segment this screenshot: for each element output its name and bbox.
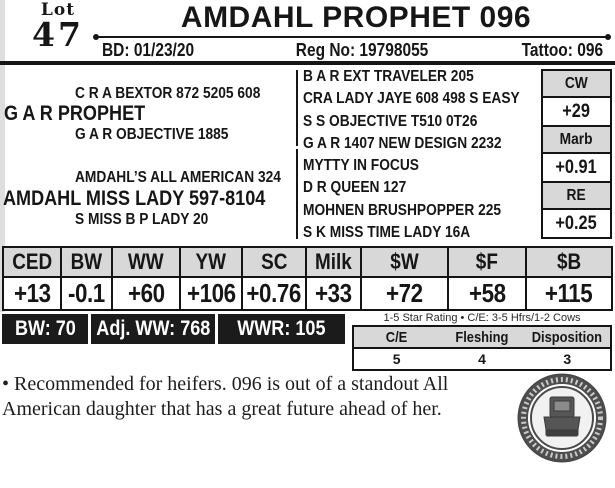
- carcass-value: +29: [543, 98, 610, 125]
- rating-header: Disposition: [532, 328, 603, 346]
- pedigree-ancestor: B A R EXT TRAVELER 205: [303, 68, 474, 85]
- epd-header: YW: [181, 248, 241, 276]
- pedigree-ancestor: G A R 1407 NEW DESIGN 2232: [303, 134, 502, 152]
- epd-value: -0.1: [62, 278, 111, 309]
- pedigree-dam-dam: S MISS B P LADY 20: [75, 211, 209, 228]
- rating-header: C/E: [385, 328, 408, 346]
- pedigree-sire-dam: G A R OBJECTIVE 1885: [75, 126, 229, 143]
- carcass-header: CW: [543, 71, 610, 96]
- pedigree-ancestor: MOHNEN BRUSHPOPPER 225: [303, 201, 502, 219]
- pedigree-ancestor: S S OBJECTIVE T510 0T26: [303, 112, 478, 130]
- rating-value: 5: [392, 351, 401, 367]
- registration-number: Reg No: 19798055: [295, 40, 429, 60]
- star-rating-value-row: [354, 349, 610, 369]
- carcass-header: RE: [543, 183, 610, 208]
- pedigree-ancestor: D R QUEEN 127: [303, 179, 407, 197]
- animal-id-row: [102, 40, 610, 61]
- pedigree-dam: AMDAHL MISS LADY 597-8104: [3, 187, 266, 210]
- pedigree-sire-sire: C R A BEXTOR 872 5205 608: [75, 85, 261, 102]
- rating-header: Fleshing: [455, 328, 509, 346]
- epd-table: [2, 246, 613, 311]
- epd-value: +0.76: [243, 278, 305, 309]
- dotted-rule: [96, 36, 608, 38]
- birth-weight-bar: BW: 70: [2, 314, 88, 344]
- carcass-header: Marb: [543, 127, 610, 152]
- tattoo-number: Tattoo: 096: [521, 40, 604, 60]
- pedigree-divider-top: [296, 70, 298, 146]
- epd-value: +58: [449, 278, 525, 309]
- epd-value: +13: [4, 278, 60, 309]
- epd-value: +60: [113, 278, 179, 309]
- adjusted-weaning-weight-bar: Adj. WW: 768: [91, 314, 215, 344]
- star-rating-table: [352, 325, 612, 371]
- carcass-epd-table: [541, 69, 612, 239]
- epd-header: CED: [4, 248, 60, 276]
- pedigree-divider-bottom: [296, 149, 298, 239]
- pedigree-gen3-list: [303, 68, 543, 242]
- epd-header: SC: [243, 248, 305, 276]
- lot-badge: [16, 0, 100, 54]
- lot-note: • Recommended for heifers. 096 is out of a standout All American daughter that has a great future ahead of her.: [2, 373, 449, 420]
- weaning-weight-ratio-bar: WWR: 105: [218, 314, 345, 344]
- birth-date: BD: 01/23/20: [102, 40, 195, 60]
- epd-header: $B: [527, 248, 611, 276]
- epd-value: +33: [307, 278, 360, 309]
- epd-value: +72: [362, 278, 447, 309]
- pedigree-ancestor: S K MISS TIME LADY 16A: [303, 223, 471, 241]
- double-rule: [0, 61, 615, 65]
- cattle-association-seal-icon: [516, 372, 608, 464]
- epd-header: $W: [362, 248, 447, 276]
- rating-value: 4: [478, 351, 486, 367]
- star-rating-header-row: [354, 327, 610, 349]
- epd-value: +106: [181, 278, 241, 309]
- pedigree-dam-sire: AMDAHL’S ALL AMERICAN 324: [75, 169, 281, 186]
- carcass-value: +0.91: [543, 154, 610, 181]
- epd-header: $F: [449, 248, 525, 276]
- pedigree-sire: G A R PROPHET: [4, 102, 146, 125]
- lot-number: 47: [32, 15, 84, 54]
- rating-value: 3: [563, 351, 572, 367]
- carcass-value: +0.25: [543, 210, 610, 237]
- epd-header: Milk: [307, 248, 360, 276]
- pedigree-ancestor: CRA LADY JAYE 608 498 S EASY: [303, 90, 520, 108]
- lot-label: Lot: [40, 0, 76, 20]
- pedigree-ancestor: MYTTY IN FOCUS: [303, 157, 419, 175]
- epd-header: BW: [62, 248, 111, 276]
- page-title: AMDAHL PROPHET 096: [180, 1, 532, 34]
- star-rating-caption: 1-5 Star Rating • C/E: 3-5 Hfrs/1-2 Cows: [383, 312, 581, 324]
- epd-header: WW: [113, 248, 179, 276]
- epd-value: +115: [527, 278, 611, 309]
